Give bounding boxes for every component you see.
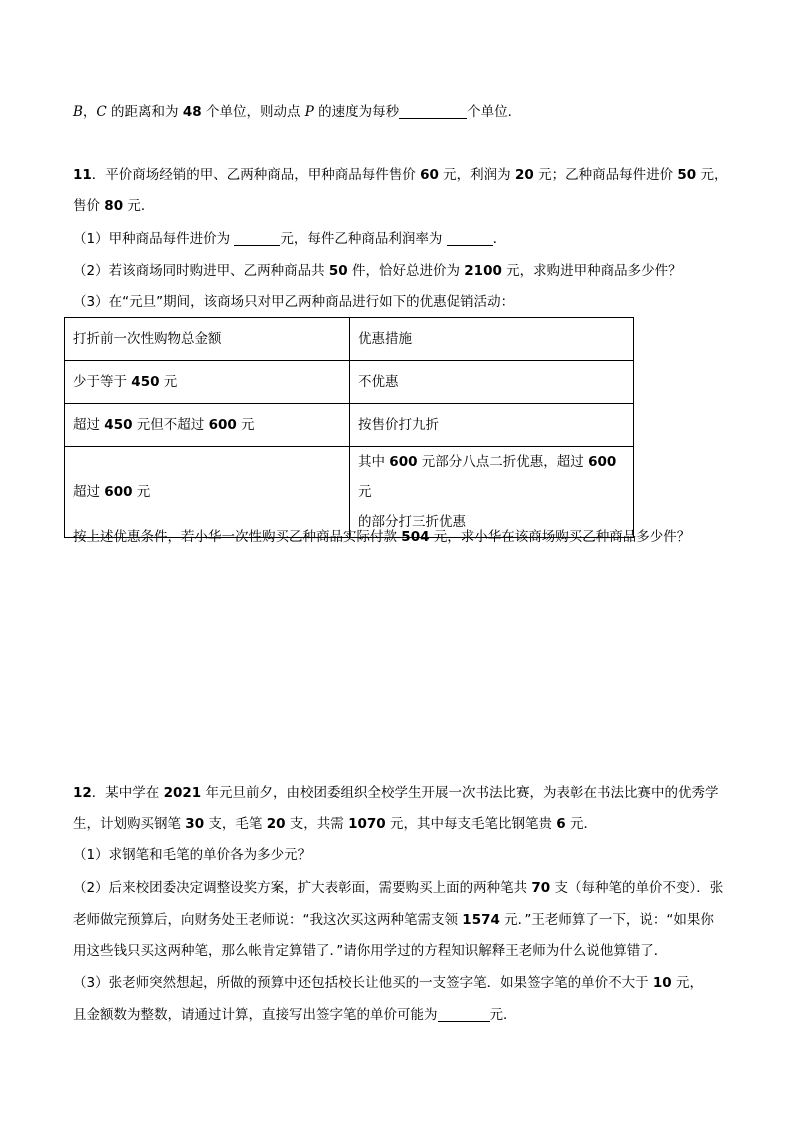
var-b: B [73, 104, 83, 120]
q11-part2: （2）若该商场同时购进甲、乙两种商品共 50 件，恰好总进价为 2100 元，求购进甲种商品多少件？ [73, 263, 682, 279]
q12-part2-line1: （2）后来校团委决定调整设奖方案，扩大表彰面，需要购买上面的两种笔共 70 支（每种笔的单价不变）．张 [73, 880, 724, 896]
answer-blank-q11-cost[interactable] [234, 231, 280, 246]
discount-table [64, 317, 634, 538]
table-row [65, 361, 634, 404]
table-cell: 超过 600 元 [65, 447, 350, 538]
table-header-row [65, 318, 634, 361]
q11-part3: （3）在“元旦”期间，该商场只对甲乙两种商品进行如下的优惠促销活动： [73, 294, 515, 310]
q12-part2-line3: 用这些钱只买这两种笔，那么帐肯定算错了．”请你用学过的方程知识解释王老师为什么说他算错了． [73, 943, 668, 959]
q11-intro-line1: 11．平价商场经销的甲、乙两种商品，甲种商品每件售价 60 元，利润为 20 元；乙种商品每件进价 50 元， [73, 167, 728, 183]
q12-part3-line2: 且金额数为整数，请通过计算，直接写出签字笔的单价可能为 元． [73, 1007, 517, 1023]
table-row [65, 447, 634, 538]
table-cell: 不优惠 [350, 361, 634, 404]
var-c: C [96, 104, 107, 120]
q12-intro-line2: 生，计划购买钢笔 30 支，毛笔 20 支，共需 1070 元，其中每支毛笔比钢笔贵 6 元． [73, 816, 597, 832]
table-header-amount: 打折前一次性购物总金额 [65, 318, 350, 361]
answer-blank-q12[interactable] [438, 1007, 490, 1022]
q12-part1: （1）求钢笔和毛笔的单价各为多少元？ [73, 847, 312, 863]
q11-follow-up: 按上述优惠条件，若小华一次性购买乙种商品实际付款 504 元，求小华在该商场购买乙种商品多少件？ [73, 529, 691, 545]
q12-part3-line1: （3）张老师突然想起，所做的预算中还包括校长让他买的一支签字笔．如果签字笔的单价不大于 10 元， [73, 975, 703, 991]
q10-tail-line: B，C 的距离和为 48 个单位，则动点 P 的速度为每秒 个单位． [73, 104, 522, 120]
q12-intro-line1: 12．某中学在 2021 年元旦前夕，由校团委组织全校学生开展一次书法比赛，为表彰在书法比赛中的优秀学 [73, 785, 719, 801]
table-cell: 少于等于 450 元 [65, 361, 350, 404]
question-number: 11 [73, 167, 92, 183]
q12-part2-line2: 老师做完预算后，向财务处王老师说：“我这次买这两种笔需支领 1574 元．”王老师算了一下，说：“如果你 [73, 912, 714, 928]
table-cell: 按售价打九折 [350, 404, 634, 447]
q11-intro-line2: 售价 80 元． [73, 198, 155, 214]
table-cell: 超过 450 元但不超过 600 元 [65, 404, 350, 447]
answer-blank-q10[interactable] [399, 104, 467, 119]
table-cell: 其中 600 元部分八点二折优惠，超过 600 元 的部分打三折优惠 [350, 447, 634, 538]
var-p: P [304, 104, 314, 120]
table-row [65, 404, 634, 447]
table-header-discount: 优惠措施 [350, 318, 634, 361]
answer-blank-q11-rate[interactable] [447, 231, 493, 246]
question-number: 12 [73, 785, 92, 801]
q11-part1: （1）甲种商品每件进价为 元，每件乙种商品利润率为 ． [73, 231, 507, 247]
